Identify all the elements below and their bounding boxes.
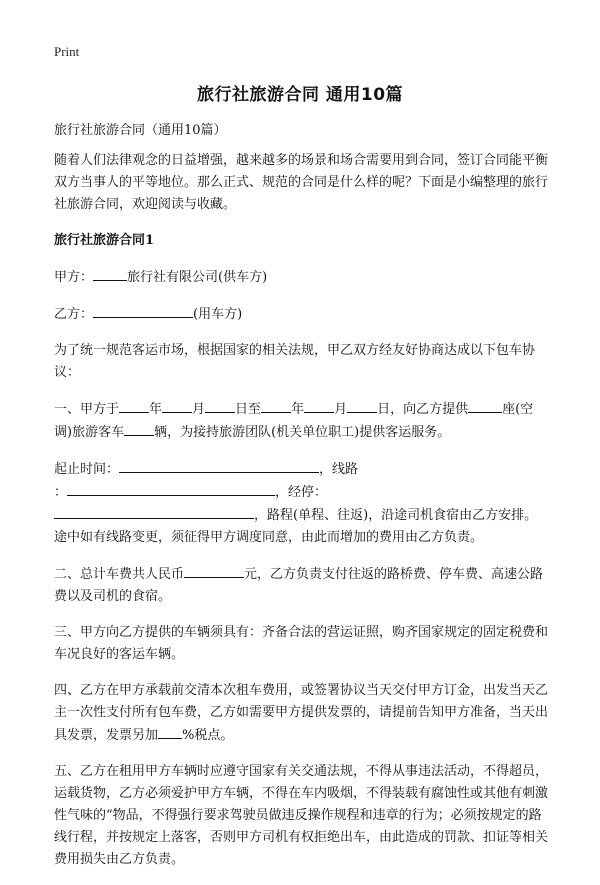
route-label: ，线路	[319, 462, 359, 477]
clause-1	[54, 398, 550, 444]
blank-line	[304, 398, 334, 413]
clause-2-suffix: 元，乙方负责支付往返的路桥费、停车费、高速公路费以及司机的食宿。	[54, 567, 544, 604]
clause-1-seat: 座(空调)旅游客车	[54, 402, 534, 440]
clause-1-month1: 月	[192, 402, 206, 417]
clause-1-vehicles: 辆，为接持旅游团队(机关单位职工)提供客运服务。	[154, 425, 451, 440]
clause-3: 三、甲方向乙方提供的车辆须具有：齐备合法的营运证照，购齐国家规定的固定税费和车况良好的客运车辆。	[54, 625, 549, 662]
party-b-label: 乙方：	[54, 307, 94, 322]
blank-line	[158, 724, 182, 739]
blank-line	[261, 398, 291, 413]
print-link[interactable]: Print	[54, 44, 80, 59]
route-via-label: ，经停：	[275, 485, 328, 500]
clause-5: 五、乙方在租用甲方车辆时应遵守国家有关交通法规，不得从事违法活动，不得超员，运载货物，乙方必须爱护甲方车辆，不得在车内吸烟，不得装载有腐蚀性或其他有刺激性气味的“物品，不得强行要求驾驶员做违反操作规程和违章的行为；必须按规定的路线行程，并按规定上落客，否则甲方司机有权拒绝出车，由此造成的罚款、扣证等相关费用损失由乙方负责。	[54, 764, 549, 867]
blank-line	[93, 303, 193, 318]
blank-line	[162, 398, 192, 413]
party-b-line	[54, 303, 550, 326]
document-body	[54, 120, 550, 885]
clause-1-month2: 月	[334, 402, 348, 417]
blank-line	[347, 398, 377, 413]
clause-1-day1: 日至	[235, 402, 262, 417]
preamble-paragraph: 为了统一规范客运市场，根据国家的相关法规，甲乙双方经友好协商达成以下包车协议：	[54, 343, 536, 380]
blank-line	[468, 398, 502, 413]
clause-1-year2: 年	[291, 402, 305, 417]
clause-1-year1: 年	[149, 402, 163, 417]
route-start-label: 起止时间：	[54, 462, 120, 477]
blank-line	[119, 458, 319, 473]
party-b-value: (用车方)	[193, 307, 243, 322]
clause-4	[54, 680, 550, 747]
party-a-value: 旅行社有限公司(供车方)	[127, 270, 268, 285]
blank-line	[124, 421, 154, 436]
blank-line	[205, 398, 235, 413]
clause-1-prefix: 一、甲方于	[54, 402, 120, 417]
blank-line	[54, 504, 254, 519]
clause-route	[54, 458, 550, 549]
route-colon: ：	[54, 485, 68, 500]
clause-2	[54, 563, 550, 608]
blank-line	[67, 481, 275, 496]
blank-line	[119, 398, 149, 413]
clause-2-prefix: 二、总计车费共人民币	[54, 567, 185, 582]
route-itinerary: ，路程(单程、往返)，沿途司机食宿由乙方安排。途中如有线路变更，须征得甲方调度同意，由此而增加的费用由乙方负责。	[54, 508, 538, 545]
section-heading: 旅行社旅游合同1	[54, 233, 155, 248]
clause-4-suffix: %税点。	[182, 728, 234, 743]
party-a-label: 甲方：	[54, 270, 94, 285]
intro-paragraph: 随着人们法律观念的日益增强，越来越多的场景和场合需要用到合同，签订合同能平衡双方当事人的平等地位。那么正式、规范的合同是什么样的呢？下面是小编整理的旅行社旅游合同，欢迎阅读与收藏。	[54, 153, 549, 212]
blank-line	[93, 266, 127, 281]
page-title: 旅行社旅游合同 通用10篇	[196, 85, 404, 105]
blank-line	[184, 563, 244, 578]
party-a-line	[54, 266, 550, 289]
clause-1-day2: 日，向乙方提供	[377, 402, 469, 417]
clause-4-text: 四、乙方在甲方承载前交清本次租车费用，或签署协议当天交付甲方订金，出发当天乙主一次性支付所有包车费，乙方如需要甲方提供发票的，请提前告知甲方准备，当天出具发票，发票另加	[54, 683, 549, 743]
document-subtitle: 旅行社旅游合同（通用10篇）	[54, 123, 227, 138]
